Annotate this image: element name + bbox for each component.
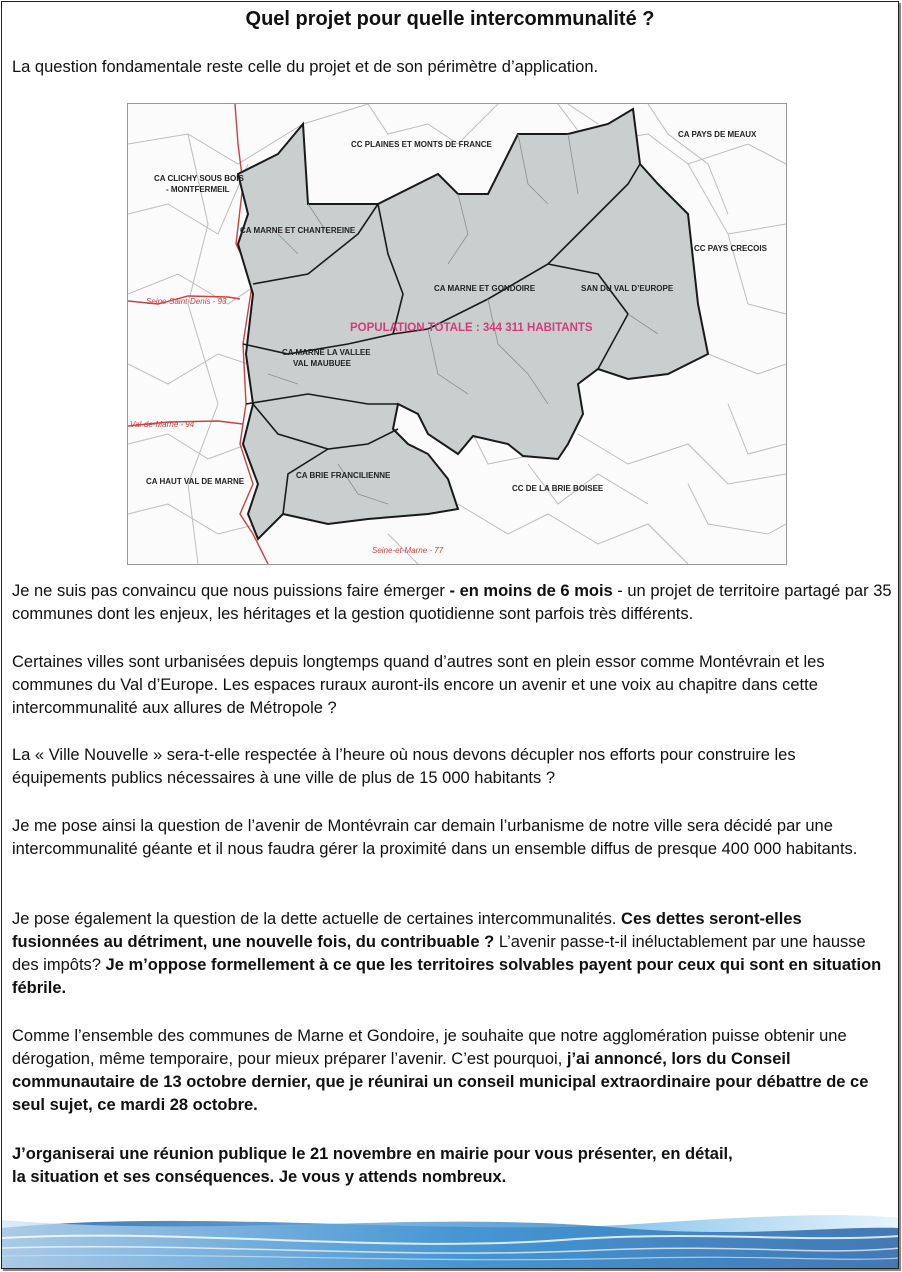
label-plaines: CC PLAINES ET MONTS DE FRANCE	[351, 140, 492, 149]
page-title: Quel projet pour quelle intercommunalité ?	[245, 8, 655, 30]
label-dept-77: Seine-et-Marne - 77	[372, 546, 444, 555]
paragraph-7	[12, 1143, 892, 1189]
label-meaux: CA PAYS DE MEAUX	[678, 130, 757, 139]
intercommunality-map	[127, 103, 787, 565]
p6-bold-b: j’ai annoncé, lors du Conseil communautaire de 13 octobre dernier, que je réunirai un conseil municipal extraordinaire pour débattre de ce seul sujet, ce mardi 28 octobre.	[12, 1050, 869, 1114]
p5-bold-d: Je m’oppose formellement à ce que les territoires solvables payent pour ceux qui sont en situation fébrile.	[12, 956, 882, 997]
p5-text-a: Je pose également la question de la dette actuelle de certaines intercommunalités.	[12, 910, 622, 928]
label-brie-francilienne: CA BRIE FRANCILIENNE	[296, 471, 391, 480]
label-haut-val: CA HAUT VAL DE MARNE	[146, 477, 245, 486]
label-gondoire: CA MARNE ET GONDOIRE	[434, 284, 536, 293]
paragraph-5	[12, 908, 892, 1000]
p2-text: Certaines villes sont urbanisées depuis longtemps quand d’autres sont en plein essor comme Montévrain et les communes du Val d’Europe. Les espaces ruraux auront-ils encore un avenir et une voix au chapitre dans cette intercommunalité aux allures de Métropole ?	[12, 653, 825, 717]
paragraph-2	[12, 651, 892, 720]
label-crecois: CC PAYS CRECOIS	[694, 244, 767, 253]
p6-text-a: Comme l’ensemble des communes de Marne et Gondoire, je souhaite que notre agglomération puisse obtenir une dérogation, même temporaire, pour mieux préparer l’avenir. C’est pourquoi,	[12, 1027, 847, 1068]
page-frame	[1, 1, 899, 1269]
label-dept-93: Seine-Saint-Denis - 93	[146, 297, 227, 306]
label-chantereine: CA MARNE ET CHANTEREINE	[240, 226, 356, 235]
label-vallee-2: VAL MAUBUEE	[293, 359, 351, 368]
paragraph-4	[12, 815, 892, 861]
p4-text: Je me pose ainsi la question de l’avenir de Montévrain car demain l’urbanisme de notre ville sera décidé par une intercommunalité géante et il nous faudra gérer la proximité dans un ensemble diffus de presque 400 000 habitants.	[12, 817, 858, 858]
paragraph-6	[12, 1025, 892, 1117]
label-val-europe: SAN DU VAL D’EUROPE	[581, 284, 674, 293]
paragraph-1	[12, 580, 892, 626]
population-total: POPULATION TOTALE : 344 311 HABITANTS	[350, 322, 593, 334]
p1-text-c: - un projet de territoire partagé par 35 communes dont les enjeux, les héritages et la gestion quotidienne sont parfois très différents.	[12, 582, 892, 623]
intro-text: La question fondamentale reste celle du projet et de son périmètre d’application.	[12, 58, 599, 76]
label-brie-boisee: CC DE LA BRIE BOISEE	[512, 484, 604, 493]
paragraph-3	[12, 744, 892, 790]
p1-bold: - en moins de 6 mois	[449, 582, 613, 600]
p1-text-a: Je ne suis pas convaincu que nous puissions faire émerger	[12, 582, 450, 600]
p7-line-2: la situation et ses conséquences. Je vous y attends nombreux.	[12, 1168, 507, 1186]
p5-text-c: L’avenir passe-t-il inéluctablement par une hausse des impôts?	[12, 933, 866, 974]
p3-text: La « Ville Nouvelle » sera-t-elle respectée à l’heure où nous devons décupler nos efforts pour construire les équipements publics nécessaires à une ville de plus de 15 000 habitants ?	[12, 746, 796, 787]
label-clichy-2: - MONTFERMEIL	[166, 185, 230, 194]
label-clichy-1: CA CLICHY SOUS BOIS	[154, 174, 244, 183]
map-svg	[128, 104, 786, 564]
label-vallee-1: CA MARNE LA VALLEE	[282, 348, 371, 357]
p7-line-1: J’organiserai une réunion publique le 21 novembre en mairie pour vous présenter, en détail,	[12, 1145, 733, 1163]
p5-bold-b: Ces dettes seront-elles fusionnées au détriment, une nouvelle fois, du contribuable ?	[12, 910, 802, 951]
label-dept-94: Val-de-Marne - 94	[130, 420, 195, 429]
footer-wave-decoration	[2, 1198, 898, 1268]
